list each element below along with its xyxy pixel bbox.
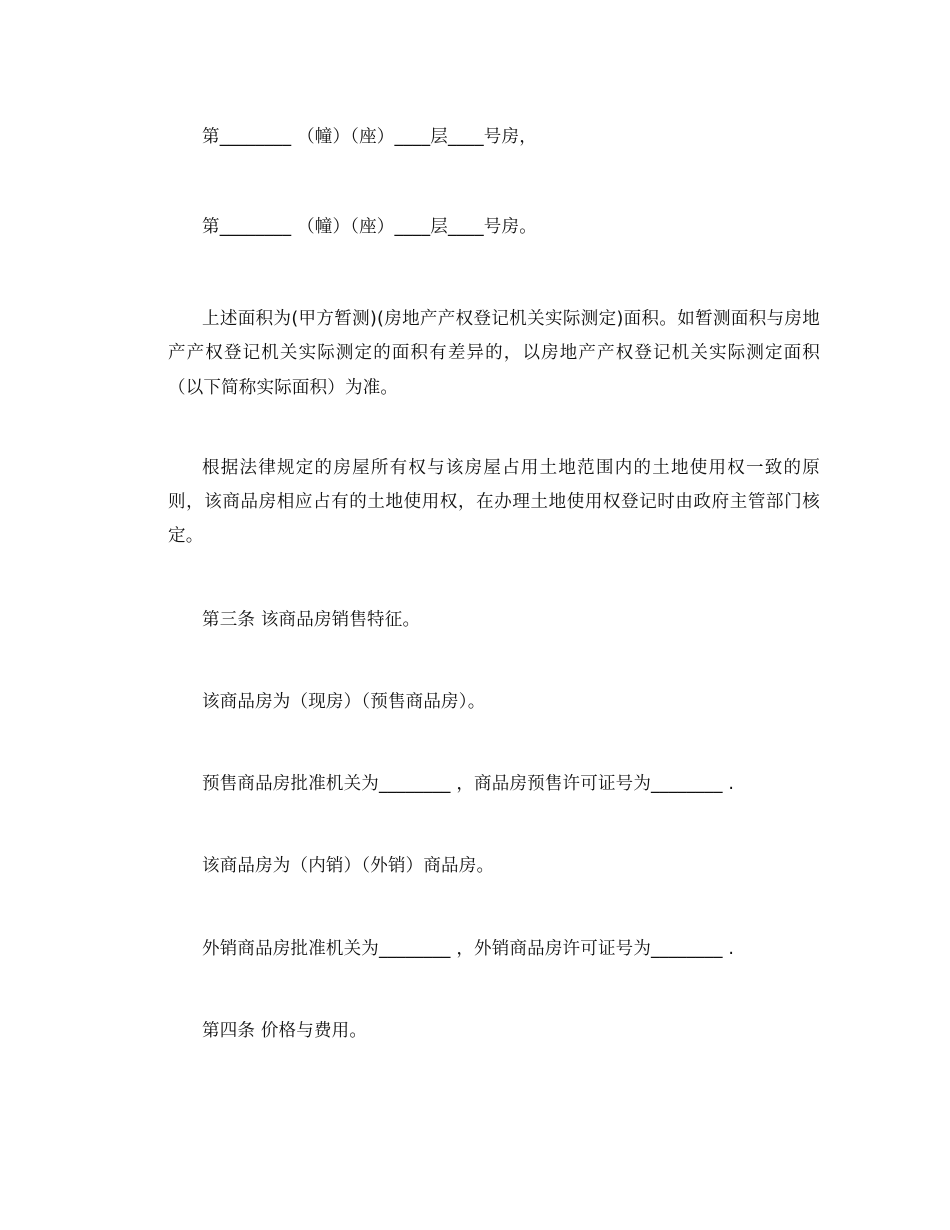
heading-article-3: 第三条 该商品房销售特征。 [202, 610, 421, 630]
paragraph-domestic-export-type: 该商品房为（内销）（外销）商品房。 [202, 856, 495, 877]
paragraph-area-clause: 上述面积为(甲方暂测)(房地产产权登记机关实际测定)面积。如暂测面积与房地产产权登记机关实际测定的面积有差异的，以房地产产权登记机关实际测定面积（以下简称实际面积）为准。 [168, 309, 820, 398]
paragraph-export-approval: 外销商品房批准机关为________ ，外销商品房许可证号为________ . [202, 938, 735, 959]
paragraph-unit-line-2: 第________ （幢）（座）____层____号房。 [202, 217, 537, 238]
heading-article-4: 第四条 价格与费用。 [202, 1020, 368, 1041]
paragraph-land-use-right-clause: 根据法律规定的房屋所有权与该房屋占用土地范围内的土地使用权一致的原则，该商品房相应占有的土地使用权，在办理土地使用权登记时由政府主管部门核定。 [168, 457, 820, 546]
paragraph-unit-line-1: 第________ （幢）（座）____层____号房， [202, 127, 537, 147]
paragraph-sale-type: 该商品房为（现房）（预售商品房）。 [202, 692, 486, 713]
paragraph-presale-approval: 预售商品房批准机关为________ ，商品房预售许可证号为________ . [202, 774, 735, 795]
